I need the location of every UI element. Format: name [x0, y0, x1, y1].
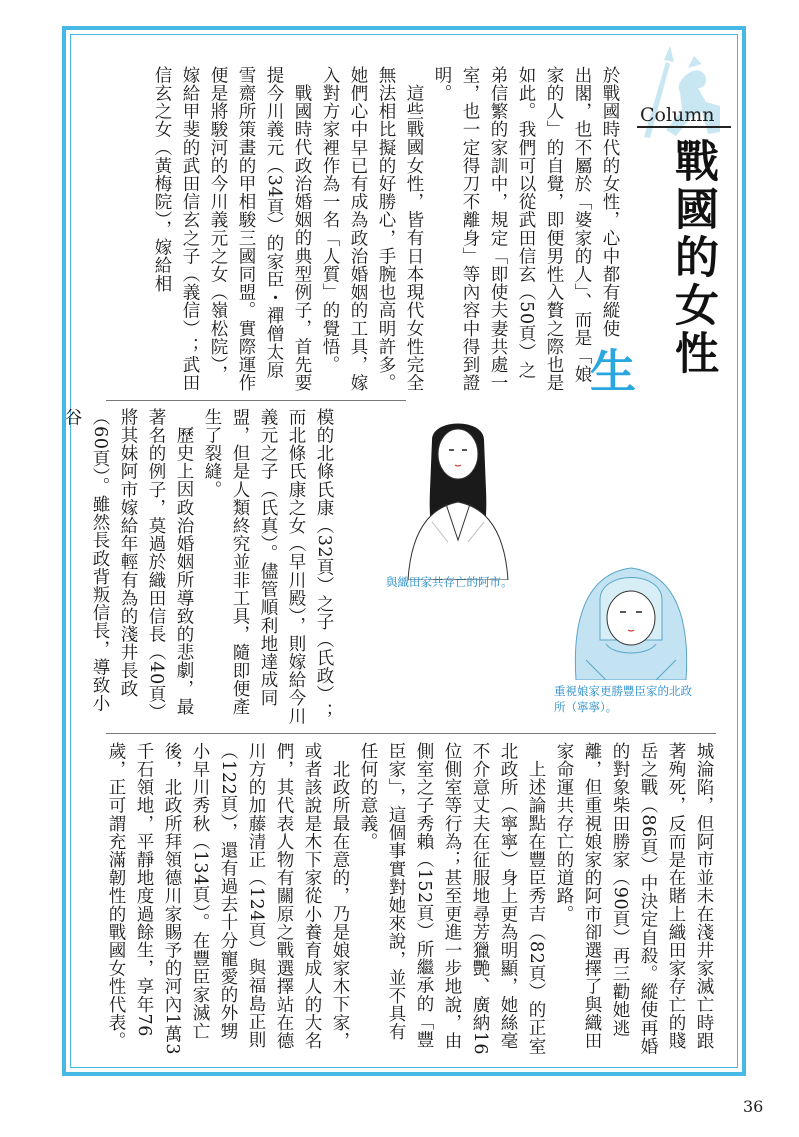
section-1-paragraph-2: 這些戰國女性，皆有日本現代女性完全無法相比擬的好勝心，手腕也高明許多。她們心中早已有成為政治婚姻的工具，嫁入對方家裡作為一名「人質」的覺悟。	[320, 66, 424, 392]
page-title: 戰國的女性	[667, 138, 718, 378]
section-3-paragraph-2: 上述論點在豐臣秀吉（82頁）的正室北政所（寧寧）身上更為明顯，她絲毫不介意丈夫在征服地尋芳獵艷、廣納16位側室等行為；甚至更進一步地說，由側室之子秀賴（152頁）所繼承的「豐臣家」，這個事實對她來說，並不具有任何的意義。	[358, 742, 546, 1056]
section-2-paragraph-2: 歷史上因政治婚姻所導致的悲劇，最著名的例子，莫過於織田信長（40頁）將其妹阿市嫁給年輕有為的淺井長政（60頁）。雖然長政背叛信長，導致小谷	[62, 408, 194, 722]
samurai-silhouette-icon	[636, 42, 726, 152]
divider-bottom	[106, 733, 716, 734]
nene-caption: 重視娘家更勝豐臣家的北政所（寧寧）。	[554, 684, 692, 714]
column-underline	[637, 126, 731, 128]
section-1-paragraph-1: 生 於戰國時代的女性，心中都有縱使出閣，也不屬於「婆家的人」、而是「娘家的人」的自覺，即便男性入贅之際也是如此。我們可以從武田信玄（50頁）之弟信繁的家訓中，規定「即使夫妻共處一室，也一定得刀不離身」等內容中得到證明。	[432, 66, 637, 394]
section-3-paragraph-1: 城淪陷，但阿市並未在淺井家滅亡時跟著殉死，反而是在賭上織田家存亡的賤岳之戰（86頁）中決定自殺。縱使再婚的對象柴田勝家（90頁）再三勸她逃離，但重視娘家的阿市卻選擇了與織田家命運共存亡的道路。	[554, 742, 714, 1056]
section-3-paragraph-3: 北政所最在意的，乃是娘家木下家，或者該說是木下家從小養育成人的大名們，其代表人物有關原之戰選擇站在德川方的加藤清正（124頁）與福島正則（122頁），還有過去十分寵愛的外甥小早川秀秋（134頁）。在豐臣家滅亡後，北政所拜領德川家賜予的河內1萬3千石領地，平靜地度過餘生，享年76歲，正可謂充滿韌性的戰國女性代表。	[106, 742, 350, 1056]
section-3-text	[106, 742, 718, 1058]
section-2-text	[62, 408, 338, 726]
section-1-text	[106, 66, 637, 394]
divider-top	[106, 400, 406, 401]
nene-portrait-illustration	[556, 540, 706, 680]
section-2-paragraph-1: 模的北條氏康（32頁）之子（氏政）；而北條氏康之女（早川殿），則嫁給今川義元之子（氏真）。儘管順利地達成同盟，但是人類終究並非工具，隨即便產生了裂縫。	[202, 408, 334, 726]
section-1-paragraph-3: 戰國時代政治婚姻的典型例子，首先要提今川義元（34頁）的家臣・禪僧太原雪齋所策畫的甲相駿三國同盟。實際運作便是將駿河的今川義元之女（嶺松院），嫁給甲斐的武田信玄之子（義信）；武田信玄之女（黃梅院），嫁給相	[152, 66, 312, 392]
page-number: 36	[743, 1097, 764, 1116]
oichi-portrait-illustration	[388, 410, 528, 580]
dropcap: 生	[583, 347, 637, 394]
oichi-caption: 與織田家共存亡的阿市。	[386, 575, 513, 589]
column-label: Column	[640, 104, 715, 126]
